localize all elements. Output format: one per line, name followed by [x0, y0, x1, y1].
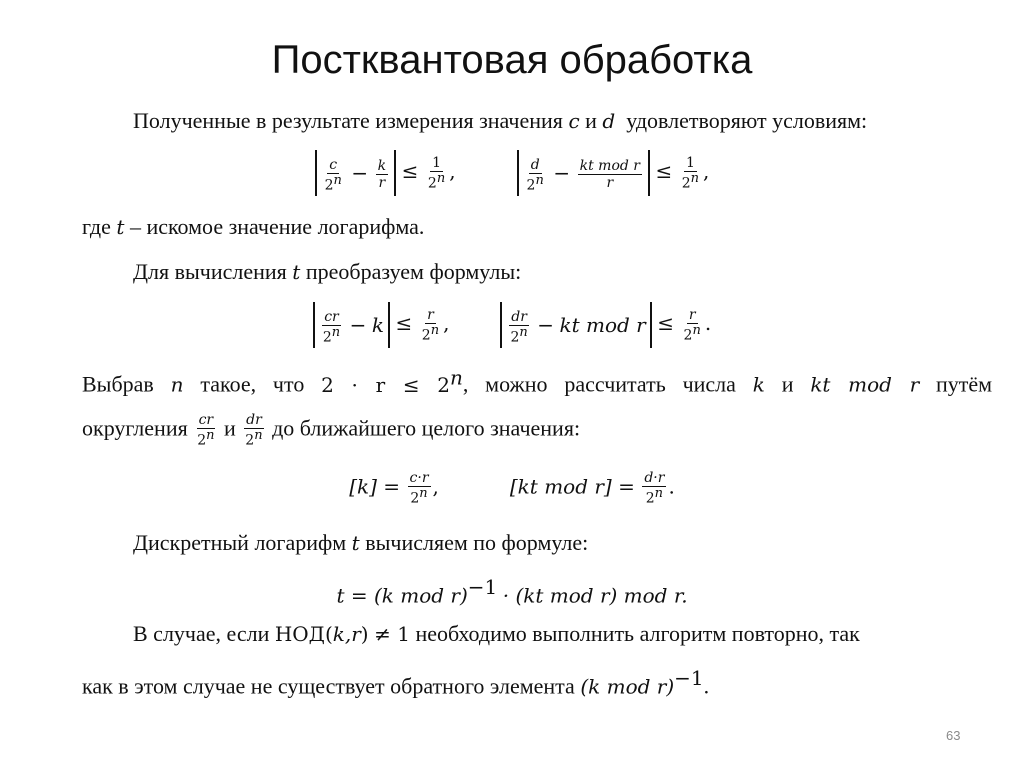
math-token: n: [430, 322, 440, 338]
paragraph-transform: [133, 261, 521, 283]
math-token: где: [82, 214, 111, 239]
math-token: Выбрав: [82, 371, 154, 397]
math-token: до ближайшего целого значения:: [272, 415, 581, 441]
math-token: dr: [246, 412, 262, 428]
math-token: и: [224, 415, 236, 441]
math-token: .: [704, 311, 712, 336]
math-token: −: [351, 161, 369, 185]
paragraph-choose-n: [82, 367, 992, 396]
math-token: 2 · r ≤ 2: [321, 372, 450, 397]
math-token: −: [537, 313, 554, 337]
math-token: , можно рассчитать числа: [462, 371, 736, 397]
math-token: преобразуем формулы:: [305, 259, 522, 284]
math-token: n: [692, 322, 701, 338]
math-token: r: [378, 175, 386, 192]
math-token: как в этом случае не существует обратного элемента: [82, 673, 575, 699]
math-token: n: [419, 486, 428, 502]
math-token: НОД(: [274, 622, 333, 646]
math-token: ,: [703, 159, 710, 184]
math-token: cr: [324, 308, 339, 325]
math-token: −1: [674, 666, 704, 690]
math-token: [kt mod r] =: [509, 474, 635, 499]
math-token: kt mod r: [810, 372, 920, 397]
math-token: – искомое значение логарифма.: [129, 214, 425, 239]
page-number: 63: [946, 728, 961, 743]
math-token: 1: [685, 154, 695, 171]
math-token: n: [254, 428, 263, 444]
math-token: путём: [936, 371, 993, 397]
math-var: c: [568, 109, 580, 133]
math-token: (k mod r): [580, 674, 675, 699]
abs-expr: [315, 150, 397, 196]
math-token: 2: [322, 329, 332, 346]
text: Полученные в результате измерения значения: [133, 108, 563, 133]
math-token: вычисляем по формуле:: [365, 530, 589, 555]
math-token: ,: [432, 474, 439, 499]
math-token: округления: [82, 415, 188, 441]
math-token: такое, что: [200, 371, 305, 397]
math-token: 2: [421, 327, 431, 344]
math-token: ≠ 1: [374, 622, 410, 646]
formula-rounded-values: [0, 470, 1024, 507]
math-token: −: [349, 313, 367, 337]
math-token: k: [752, 372, 765, 397]
math-var: d: [602, 109, 616, 133]
math-token: n: [170, 372, 184, 397]
math-token: n: [449, 365, 463, 389]
math-token: ≤: [395, 311, 413, 336]
math-token: 2: [245, 432, 255, 449]
math-token: .: [703, 673, 710, 699]
math-token: Для вычисления: [133, 259, 287, 284]
math-token: ,: [449, 159, 456, 184]
math-token: n: [206, 428, 215, 444]
math-token: · (kt mod r) mod r.: [502, 583, 688, 608]
math-token: n: [690, 170, 700, 186]
math-token: r: [606, 175, 614, 192]
math-token: 1: [432, 154, 441, 171]
math-token: n: [519, 324, 528, 340]
math-token: и: [781, 371, 794, 397]
paragraph-no-inverse: [82, 668, 709, 697]
formula-inequalities-2: [0, 302, 1024, 348]
math-token: n: [331, 324, 341, 340]
math-token: ≤: [401, 159, 419, 184]
math-token: −: [553, 161, 571, 185]
math-token: В случае, если: [133, 621, 270, 646]
math-token: 2: [324, 177, 334, 194]
math-token: .: [668, 474, 675, 499]
paragraph-rounding: [82, 412, 580, 449]
math-token: 2: [510, 329, 520, 346]
math-token: n: [654, 486, 664, 502]
math-token: ): [360, 622, 369, 646]
math-token: [k] =: [349, 474, 401, 499]
formula-inequalities-1: [0, 150, 1024, 196]
math-token: t: [116, 215, 125, 239]
math-token: k: [377, 158, 387, 175]
text: удовлетворяют условиям:: [626, 108, 868, 133]
math-token: t: [351, 531, 360, 555]
math-token: r: [427, 306, 434, 323]
math-token: d·r: [644, 470, 665, 486]
math-token: 2: [645, 490, 655, 507]
abs-expr: [517, 150, 650, 196]
paragraph-gcd: [133, 623, 860, 645]
math-token: 2: [526, 177, 536, 194]
math-token: t: [292, 260, 301, 284]
math-token: k: [371, 313, 385, 337]
math-token: ,: [443, 311, 450, 336]
math-token: c·r: [409, 470, 429, 486]
math-token: c: [329, 156, 338, 173]
text: и: [585, 108, 597, 133]
math-token: 2: [197, 432, 207, 449]
math-token: t = (k mod r): [336, 583, 468, 608]
math-token: r: [688, 306, 696, 323]
math-token: 2: [683, 327, 693, 344]
formula-t: [0, 577, 1024, 606]
math-token: 2: [681, 175, 691, 192]
math-token: ≤: [657, 311, 675, 336]
math-token: ≤: [655, 159, 673, 184]
slide-title: Постквантовая обработка: [271, 38, 753, 82]
math-token: kt mod r: [559, 313, 646, 337]
math-token: cr: [198, 412, 214, 428]
math-token: Дискретный логарифм: [133, 530, 347, 555]
math-token: n: [436, 170, 446, 186]
paragraph-where-t: [82, 216, 424, 238]
math-token: 2: [410, 490, 420, 507]
math-token: необходимо выполнить алгоритм повторно, так: [415, 621, 860, 646]
math-token: 2: [427, 175, 437, 192]
math-token: k,r: [332, 622, 361, 646]
math-token: n: [535, 172, 544, 188]
paragraph-discrete-log: [133, 532, 588, 554]
math-token: kt mod r: [579, 158, 640, 175]
math-token: dr: [511, 308, 527, 325]
math-token: d: [530, 156, 540, 173]
math-token: −1: [467, 575, 498, 599]
math-token: n: [333, 172, 342, 188]
paragraph-measurement: [133, 110, 867, 132]
